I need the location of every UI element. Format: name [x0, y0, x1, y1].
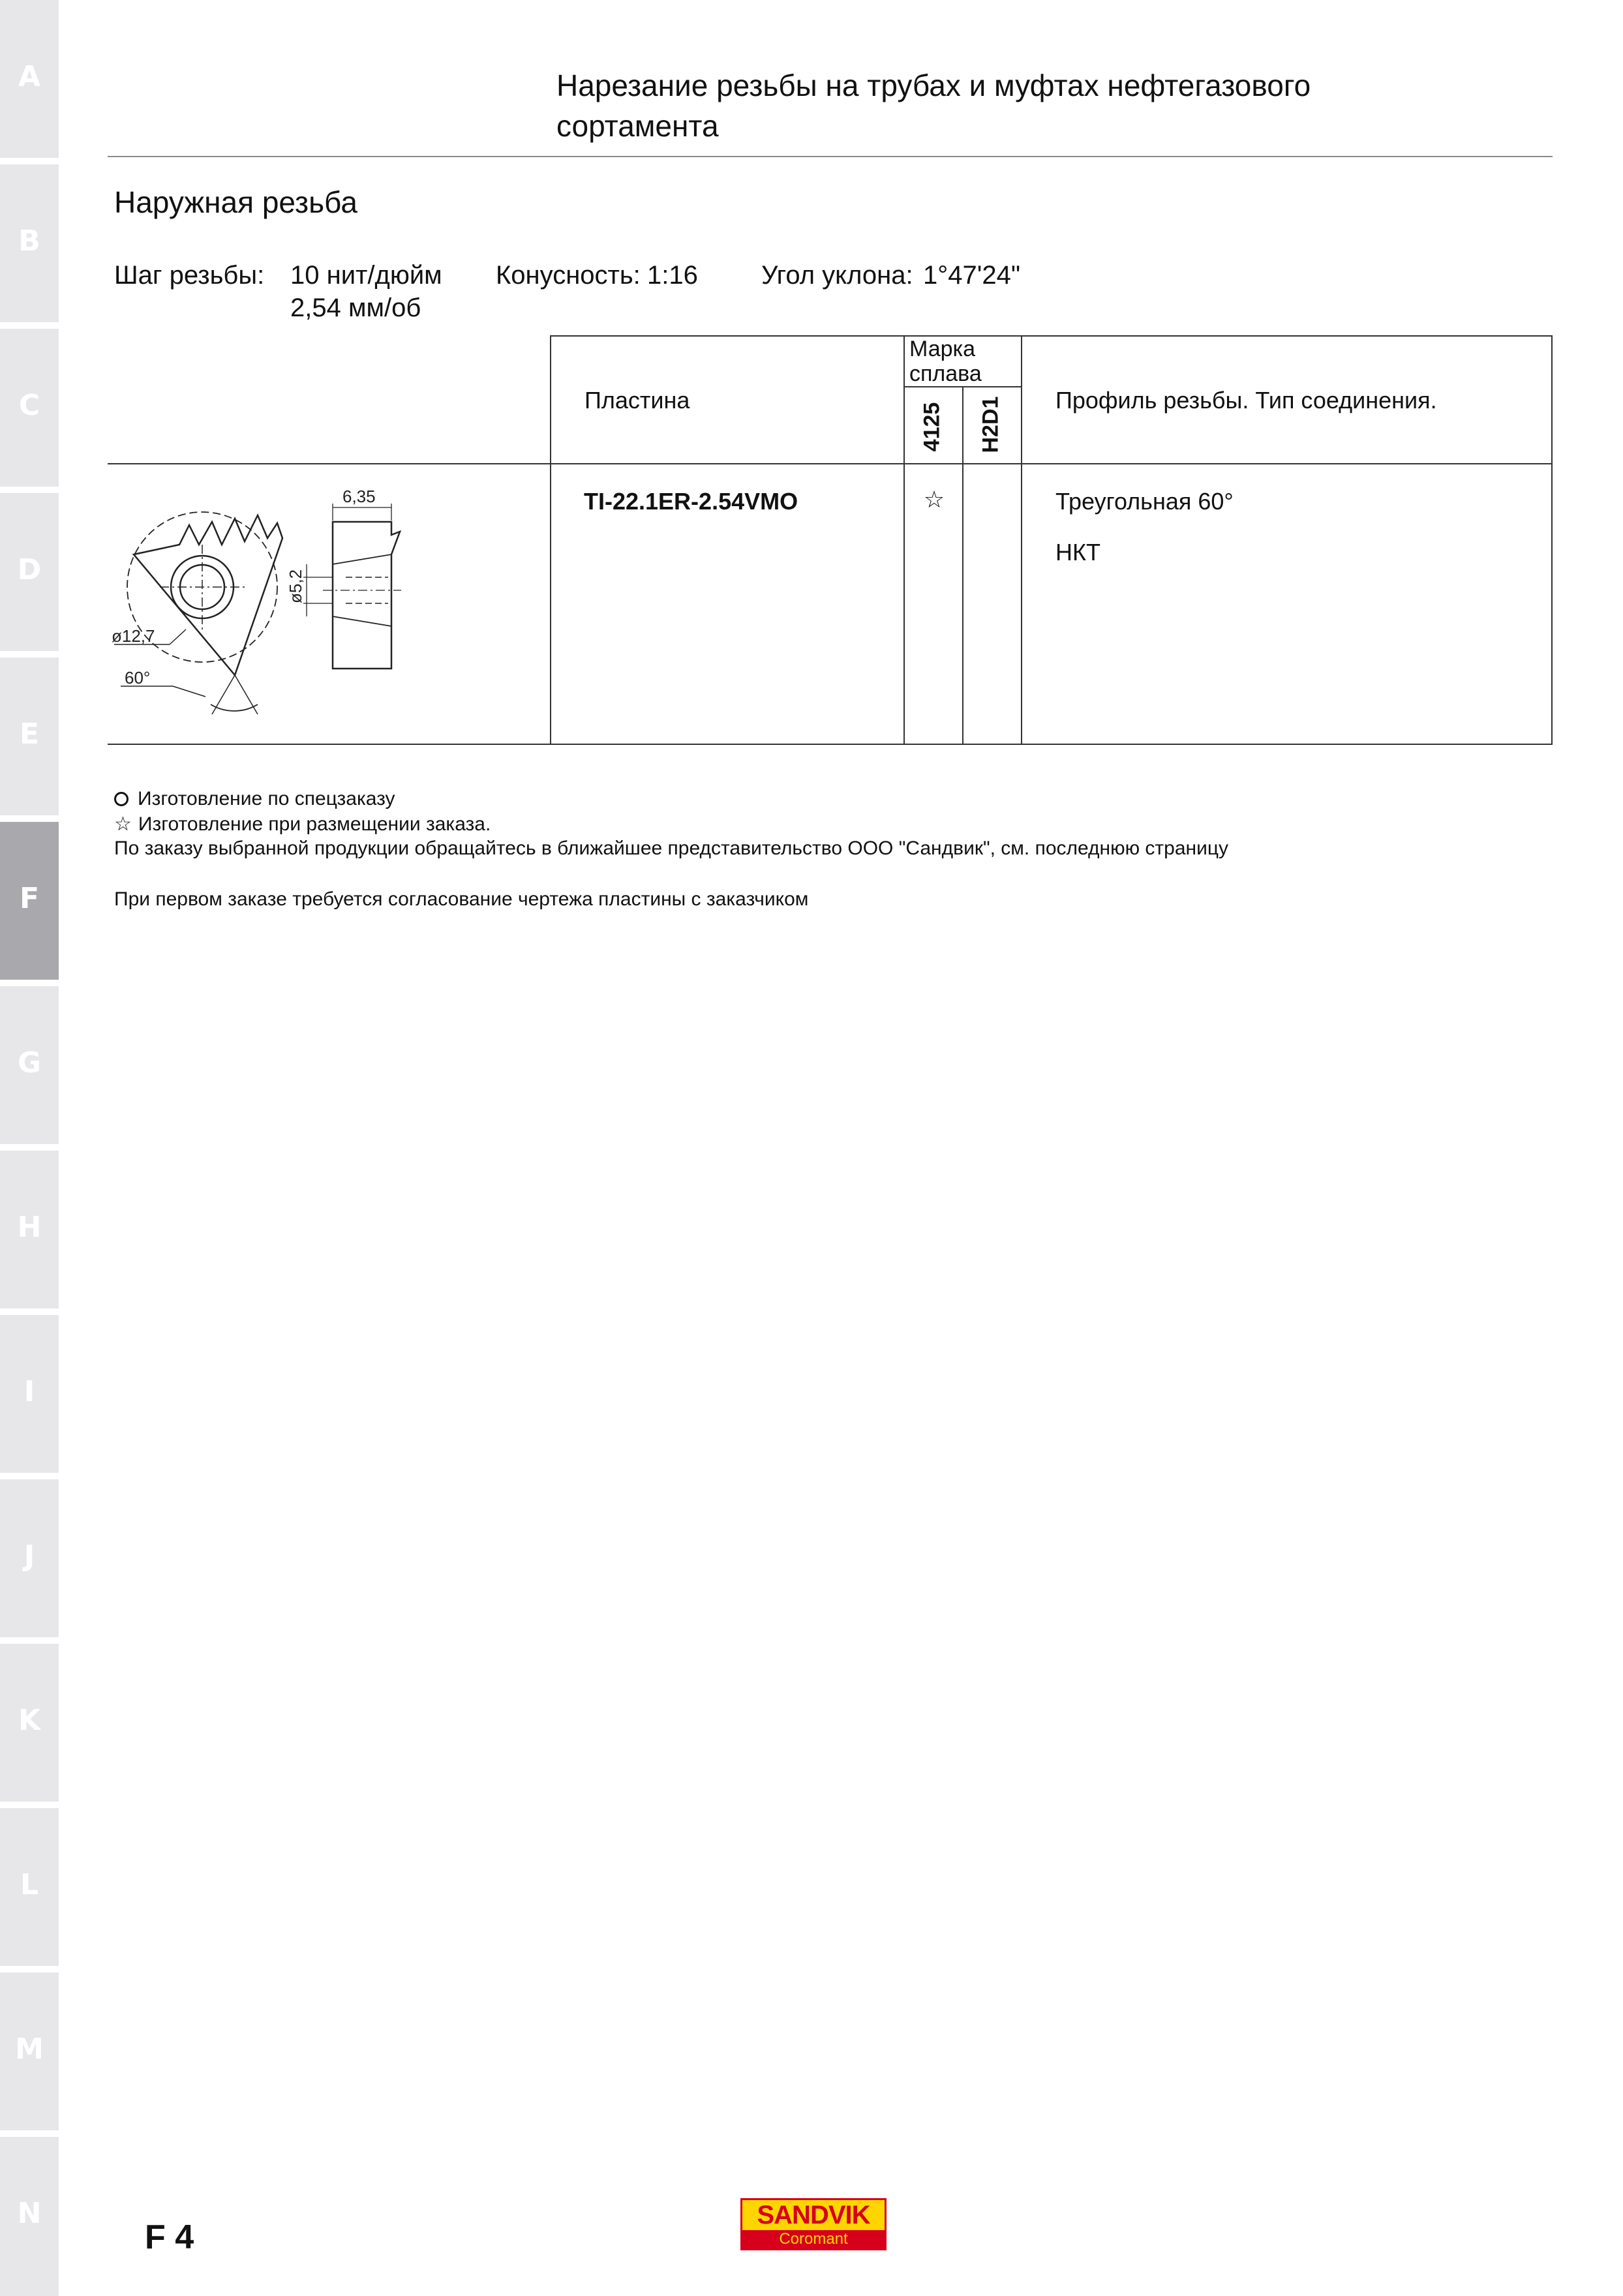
insert-code[interactable]: TI-22.1ER-2.54VMO [584, 488, 798, 515]
profile-type: Треугольная 60° [1055, 488, 1234, 515]
grade-column-header: Марка сплава [909, 337, 982, 386]
legend-on-order: ☆ Изготовление при размещении заказа. [114, 813, 491, 836]
logo-brand: SANDVIK [757, 2201, 870, 2229]
connection-type: НКТ [1055, 539, 1100, 566]
side-tab-a[interactable]: A [0, 0, 59, 158]
insert-triangle [134, 515, 282, 675]
grade-sub-col-border [962, 386, 963, 745]
side-tab-d[interactable]: D [0, 493, 59, 651]
grade-4125-availability: ☆ [923, 487, 945, 513]
angle-arc [211, 704, 258, 711]
table-top-border [550, 335, 1553, 337]
pitch-value-mm: 2,54 мм/об [290, 294, 421, 322]
side-tab-b[interactable]: B [0, 164, 59, 322]
dim-hole-label: ø5,2 [286, 569, 305, 603]
dim-circle-label: ø12,7 [112, 626, 155, 646]
logo-sub: Coromant [742, 2230, 885, 2248]
title-divider [108, 156, 1553, 157]
angle-value: 1°47'24" [923, 261, 1021, 290]
insert-drawing [108, 470, 434, 737]
side-tab-h[interactable]: H [0, 1151, 59, 1308]
star-icon: ☆ [114, 813, 132, 836]
side-tab-l[interactable]: L [0, 1808, 59, 1966]
side-tab-i[interactable]: I [0, 1315, 59, 1473]
side-tab-m[interactable]: M [0, 1972, 59, 2130]
page-title-line2: сортамента [556, 109, 719, 143]
profile-column-header: Профиль резьбы. Тип соединения. [1055, 387, 1437, 414]
taper-value: 1:16 [647, 261, 698, 290]
legend-special-order: Изготовление по спецзаказу [114, 788, 395, 810]
side-tab-k[interactable]: K [0, 1644, 59, 1802]
insert-column-header: Пластина [584, 387, 690, 414]
table-bottom-border [108, 744, 1553, 745]
table-right-border [1551, 335, 1553, 745]
pitch-value-tpi: 10 нит/дюйм [290, 261, 442, 290]
page-title [556, 65, 1470, 146]
sandvik-logo [740, 2198, 887, 2250]
side-tab-f[interactable]: F [0, 822, 59, 980]
dim-width-label: 6,35 [342, 487, 376, 506]
dim-angle-label: 60° [125, 668, 151, 687]
page-number: F 4 [145, 2218, 194, 2256]
contact-note: По заказу выбранной продукции обращайтесь в ближайшее представительство ООО "Сандвик", см. последнюю страницу [114, 838, 1229, 859]
page-title-line1: Нарезание резьбы на трубах и муфтах нефтегазового [556, 68, 1311, 102]
side-tab-g[interactable]: G [0, 986, 59, 1144]
side-tab-e[interactable]: E [0, 657, 59, 815]
side-tab-j[interactable]: J [0, 1479, 59, 1637]
side-tab-c[interactable]: C [0, 329, 59, 487]
side-tab-n[interactable]: N [0, 2137, 59, 2296]
taper-label: Конусность: [496, 261, 641, 290]
insert-side-view [333, 522, 400, 669]
grade-h2d1-header: H2D1 [978, 396, 1003, 453]
first-order-note: При первом заказе требуется согласование чертежа пластины с заказчиком [114, 888, 809, 910]
circle-icon [114, 792, 129, 806]
pitch-label: Шаг резьбы: [114, 261, 265, 290]
insert-col-border [550, 335, 551, 745]
grade-col-border [903, 335, 905, 745]
grade-4125-header: 4125 [919, 402, 945, 452]
profile-col-border [1021, 335, 1022, 745]
section-title: Наружная резьба [114, 185, 357, 219]
table-header-border [108, 463, 1553, 464]
angle-label: Угол уклона: [761, 261, 913, 290]
